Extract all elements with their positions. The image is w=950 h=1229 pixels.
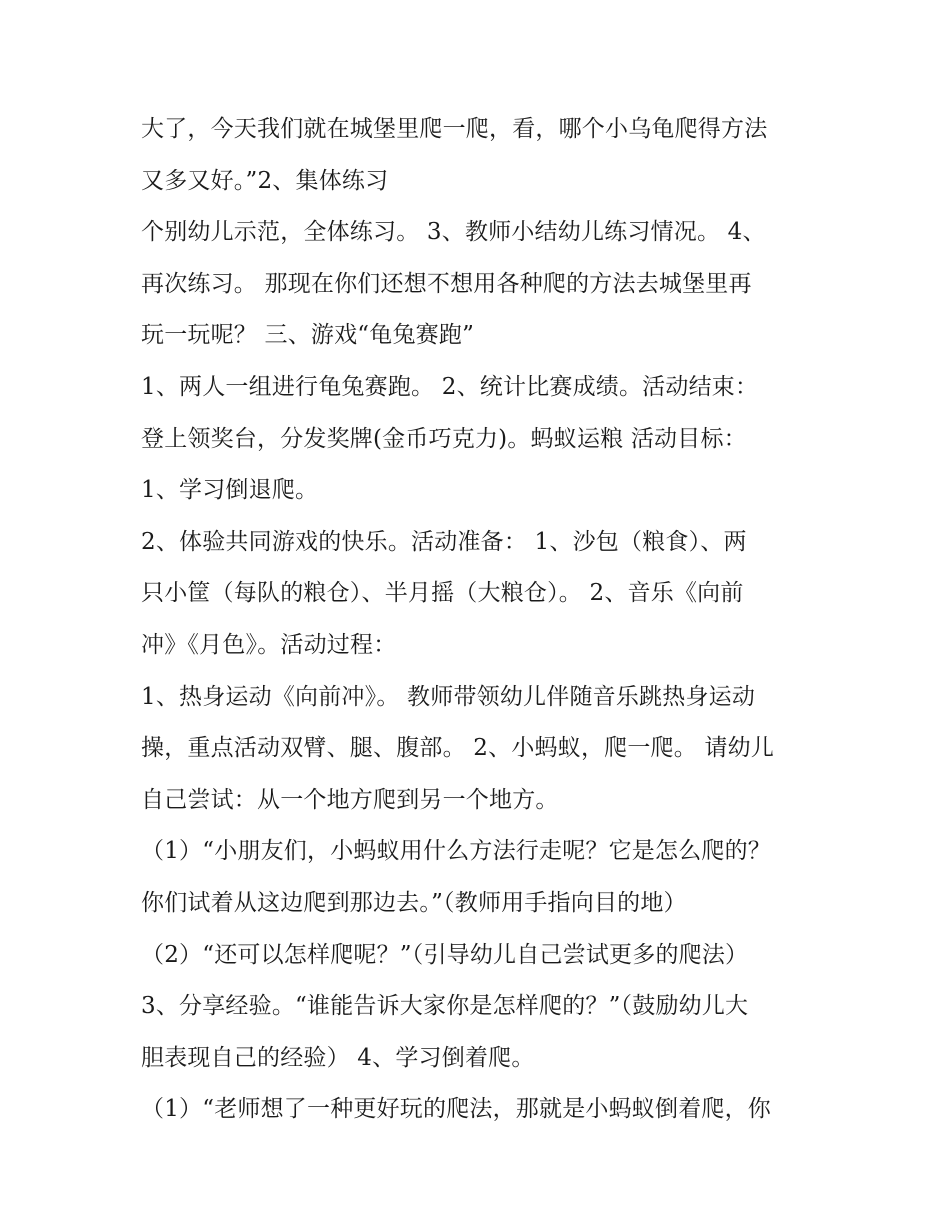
- text-line: （2）“还可以怎样爬呢？”（引导幼儿自己尝试更多的爬法）: [141, 941, 749, 968]
- text-line: 1、学习倒退爬。: [141, 477, 319, 504]
- text-line: 又多又好。”2、集体练习: [141, 167, 389, 194]
- text-line: 冲》《月色》。活动过程：: [141, 631, 397, 658]
- text-line: 个别幼儿示范，全体练习。 3、教师小结幼儿练习情况。 4、: [141, 219, 766, 246]
- text-line: 1、两人一组进行龟兔赛跑。 2、统计比赛成绩。活动结束：: [141, 373, 759, 400]
- text-line: （1）“老师想了一种更好玩的爬法，那就是小蚂蚁倒着爬，你: [141, 1096, 771, 1123]
- text-line: 玩一玩呢？ 三、游戏“龟兔赛跑”: [141, 322, 475, 349]
- text-line: 大了，今天我们就在城堡里爬一爬，看，哪个小乌龟爬得方法: [141, 116, 768, 142]
- text-line: 胆表现自己的经验） 4、学习倒着爬。: [141, 1044, 535, 1071]
- text-line: 只小筐（每队的粮仓）、半月摇（大粮仓）。 2、音乐《向前: [141, 580, 744, 607]
- text-line: 2、体验共同游戏的快乐。活动准备： 1、沙包（粮食）、两: [141, 528, 747, 555]
- text-line: 你们试着从这边爬到那边去。”（教师用手指向目的地）: [141, 889, 687, 916]
- text-line: （1）“小朋友们，小蚂蚁用什么方法行走呢？它是怎么爬的？: [141, 838, 771, 865]
- text-line: 自己尝试：从一个地方爬到另一个地方。: [141, 786, 559, 813]
- text-line: 操，重点活动双臂、腿、腹部。 2、小蚂蚁，爬一爬。 请幼儿: [141, 735, 775, 762]
- text-line: 登上领奖台，分发奖牌(金币巧克力)。蚂蚁运粮 活动目标：: [141, 425, 747, 452]
- text-line: 3、分享经验。“谁能告诉大家你是怎样爬的？”（鼓励幼儿大: [141, 993, 749, 1020]
- document-body: [141, 104, 831, 1136]
- text-line: 再次练习。 那现在你们还想不想用各种爬的方法去城堡里再: [141, 270, 752, 297]
- text-line: 1、热身运动《向前冲》。 教师带领幼儿伴随音乐跳热身运动: [141, 683, 756, 710]
